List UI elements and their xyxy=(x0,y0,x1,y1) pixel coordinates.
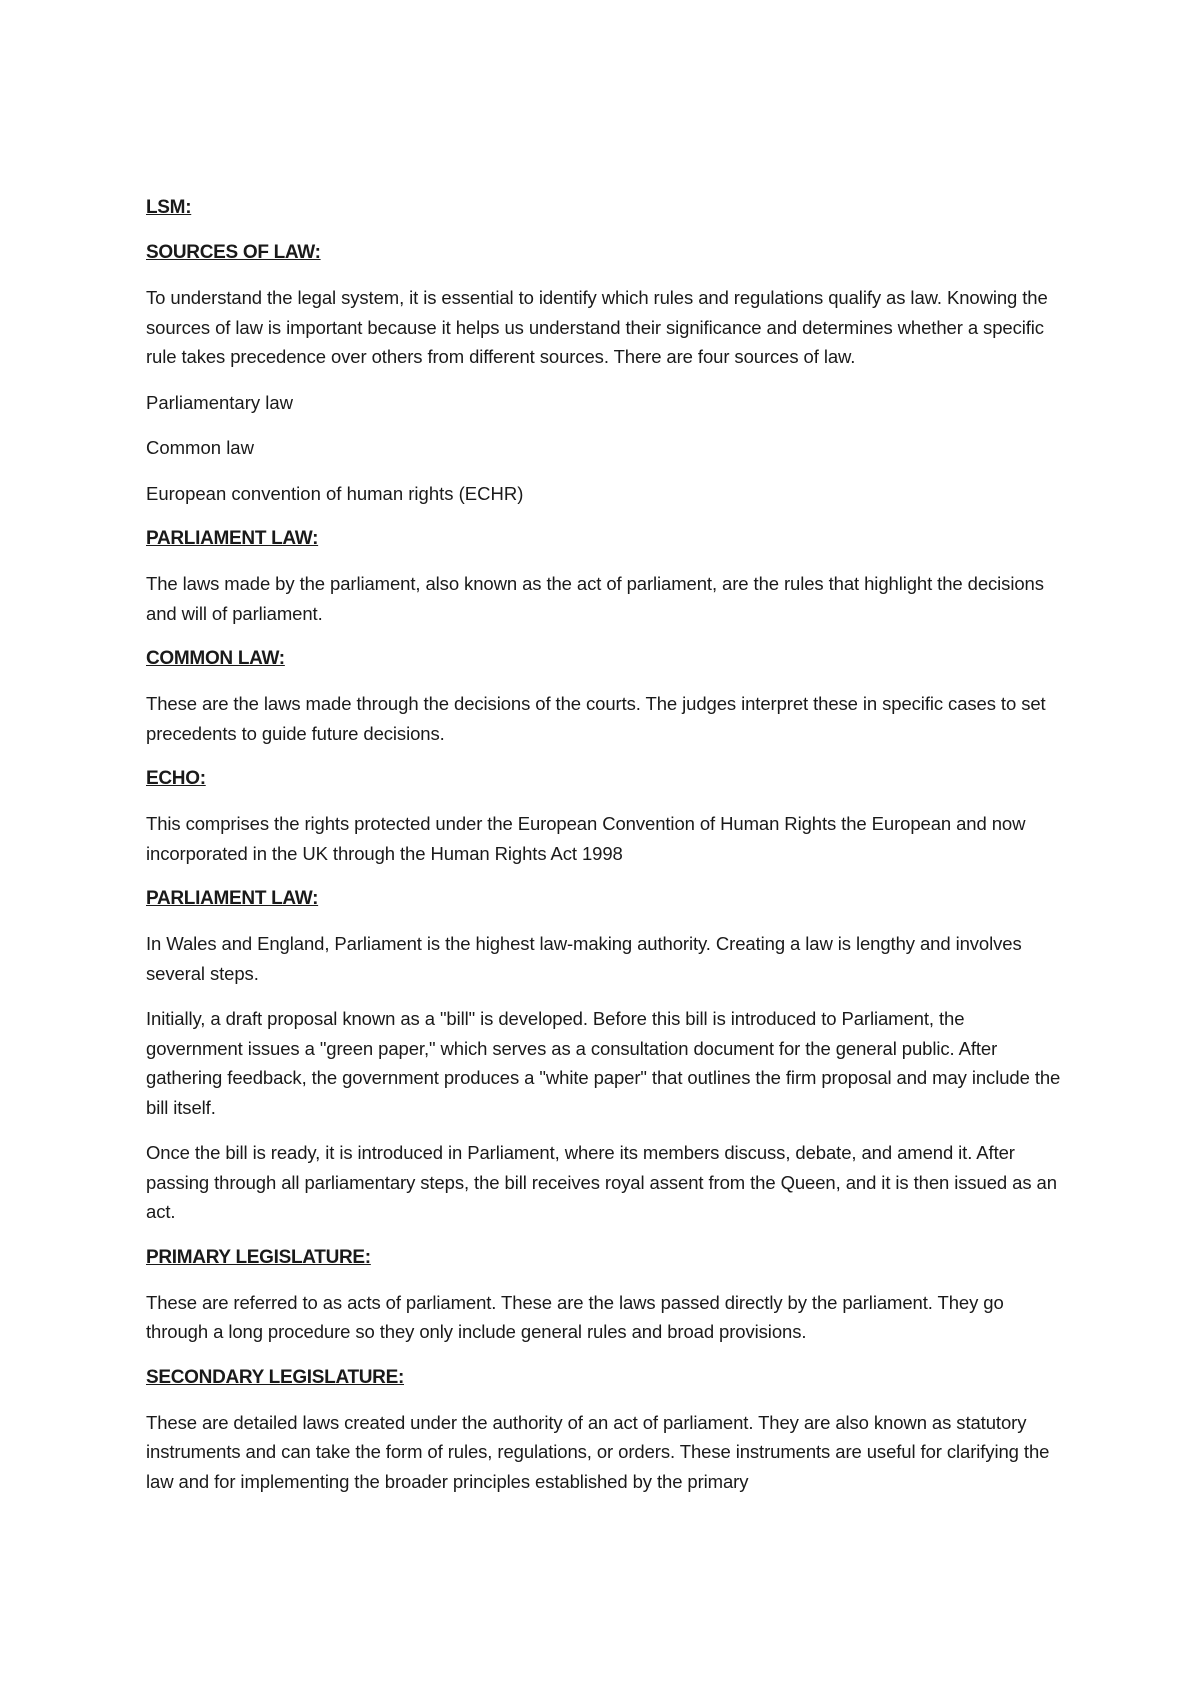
section-heading-parliament-law: PARLIAMENT LAW: xyxy=(146,528,319,549)
secondary-legislature-paragraph: These are detailed laws created under the authority of an act of parliament. They are also known as statutory instruments and can take the form of rules, regulations, or orders. These instruments are useful for clarifying the law and for implementing the broader principles established by the primary xyxy=(146,1411,1050,1492)
primary-legislature-paragraph: These are referred to as acts of parliament. These are the laws passed directly by the parliament. They go through a long procedure so they only include general rules and broad provisions. xyxy=(146,1291,1004,1342)
source-item-common-law: Common law xyxy=(146,437,254,458)
source-item-echr: European convention of human rights (ECHR) xyxy=(146,482,524,504)
section-heading-sources-of-law: SOURCES OF LAW: xyxy=(146,242,321,263)
parliament-law-2-paragraph-3: Once the bill is ready, it is introduced in Parliament, where its members discuss, debate, and amend it. After passing through all parliamentary steps, the bill receives royal assent from the Queen, and it is then issued as an act. xyxy=(146,1142,1057,1222)
document-title: LSM: xyxy=(146,197,192,218)
source-item-parliamentary-law: Parliamentary law xyxy=(146,391,294,413)
echo-paragraph: This comprises the rights protected under the European Convention of Human Rights the European and now incorporated in the UK through the Human Rights Act 1998 xyxy=(146,813,1026,864)
parliament-law-2-paragraph-1: In Wales and England, Parliament is the highest law-making authority. Creating a law is lengthy and involves several steps. xyxy=(146,933,1022,984)
sources-intro-paragraph: To understand the legal system, it is essential to identify which rules and regulations qualify as law. Knowing the sources of law is important because it helps us understand their significance and determines whether a specific rule takes precedence over others from different sources. There are four sources of law. xyxy=(146,287,1048,367)
section-heading-primary-legislature: PRIMARY LEGISLATURE: xyxy=(146,1246,371,1268)
section-heading-secondary-legislature: SECONDARY LEGISLATURE: xyxy=(146,1366,405,1388)
parliament-law-2-paragraph-2: Initially, a draft proposal known as a "bill" is developed. Before this bill is introduced to Parliament, the government issues a "green paper," which serves as a consultation document for the general public. After gathering feedback, the government produces a "white paper" that outlines the firm proposal and may include the bill itself. xyxy=(146,1008,1061,1118)
common-law-paragraph: These are the laws made through the decisions of the courts. The judges interpret these in specific cases to set precedents to guide future decisions. xyxy=(146,693,1046,744)
section-heading-common-law: COMMON LAW: xyxy=(146,648,285,669)
parliament-law-paragraph: The laws made by the parliament, also known as the act of parliament, are the rules that highlight the decisions and will of parliament. xyxy=(146,573,1044,624)
section-heading-echo: ECHO: xyxy=(146,768,206,789)
section-heading-parliament-law-2: PARLIAMENT LAW: xyxy=(146,888,319,909)
document-page xyxy=(146,193,1066,1512)
